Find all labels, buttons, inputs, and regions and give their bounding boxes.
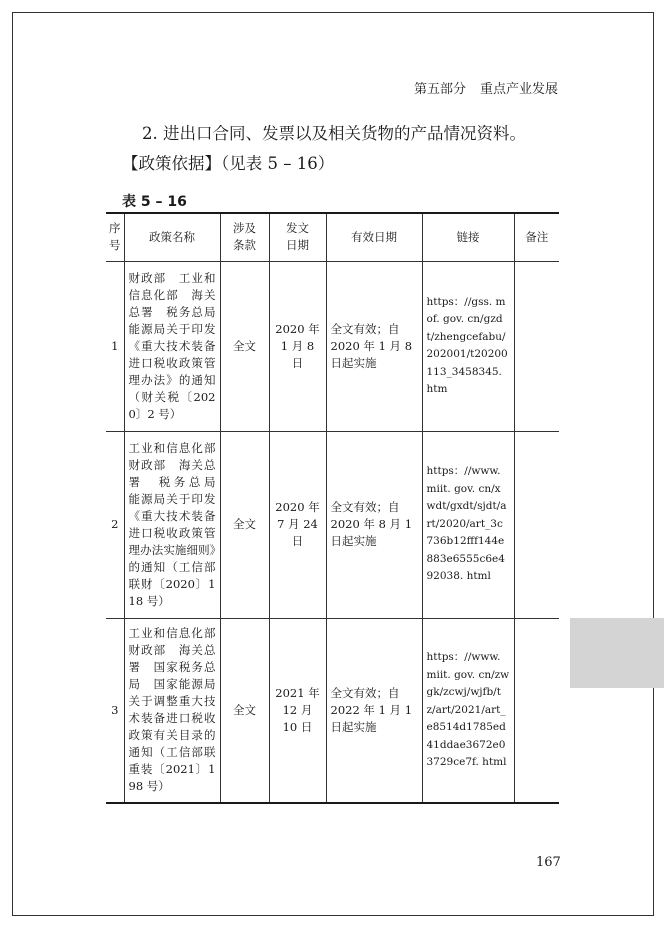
policy-table <box>106 212 559 804</box>
cell-clause: 全文 <box>220 261 269 431</box>
cell-policy-name: 财政部 工业和信息化部 海关总署 税务总局 能源局关于印发《重大技术装备进口税收政策管理办法》的通知（财关税〔2020〕2 号） <box>124 261 220 431</box>
cell-policy-name: 工业和信息化部 财政部 海关总署 税务总局 能源局关于印发《重大技术装备进口税收政策管理办法实施细则》的通知（工信部联财〔2020〕118 号） <box>124 431 220 618</box>
table-header-row <box>106 213 559 261</box>
cell-date: 2020 年 1 月 8 日 <box>269 261 326 431</box>
header-date: 发文日期 <box>269 213 326 261</box>
table-row <box>106 261 559 431</box>
header-link: 链接 <box>422 213 514 261</box>
cell-date: 2020 年 7 月 24 日 <box>269 431 326 618</box>
cell-effective: 全文有效；自 2022 年 1 月 1 日起实施 <box>326 618 422 803</box>
header-clause: 涉及条款 <box>220 213 269 261</box>
cell-no: 2 <box>106 431 124 618</box>
table-row <box>106 431 559 618</box>
cell-no: 3 <box>106 618 124 803</box>
cell-link[interactable]: https：//www. miit. gov. cn/zwgk/zcwj/wjfb/tz/art/2021/art_e8514d1785ed41ddae3672e03729ce7f. html <box>422 618 514 803</box>
cell-clause: 全文 <box>220 431 269 618</box>
cell-no: 1 <box>106 261 124 431</box>
cell-effective: 全文有效；自 2020 年 1 月 8 日起实施 <box>326 261 422 431</box>
cell-clause: 全文 <box>220 618 269 803</box>
page-number: 167 <box>536 855 561 870</box>
cell-effective: 全文有效；自 2020 年 8 月 1 日起实施 <box>326 431 422 618</box>
cell-note <box>514 431 559 618</box>
cell-policy-name: 工业和信息化部 财政部 海关总署 国家税务总局 国家能源局关于调整重大技术装备进口税收政策有关目录的通知（工信部联重装〔2021〕198 号） <box>124 618 220 803</box>
header-name: 政策名称 <box>124 213 220 261</box>
header-no: 序号 <box>106 213 124 261</box>
running-header <box>300 78 558 97</box>
policy-basis-label: 【政策依据】（见表 5 – 16） <box>122 154 335 173</box>
table-row <box>106 618 559 803</box>
header-part: 第五部分 <box>413 82 466 97</box>
body-paragraph-item: 2. 进出口合同、发票以及相关货物的产品情况资料。 <box>142 124 526 143</box>
cell-date: 2021 年 12 月 10 日 <box>269 618 326 803</box>
section-thumb-tab <box>570 618 664 688</box>
cell-note <box>514 261 559 431</box>
cell-link[interactable]: https：//gss. mof. gov. cn/gzdt/zhengcefabu/202001/t20200113_3458345. htm <box>422 261 514 431</box>
header-title: 重点产业发展 <box>479 82 558 97</box>
header-effective: 有效日期 <box>326 213 422 261</box>
header-note: 备注 <box>514 213 559 261</box>
table-caption: 表 5 – 16 <box>122 194 187 210</box>
cell-note <box>514 618 559 803</box>
cell-link[interactable]: https：//www. miit. gov. cn/xwdt/gxdt/sjdt/art/2020/art_3c736b12fff144e883e6555c6e492038. html <box>422 431 514 618</box>
